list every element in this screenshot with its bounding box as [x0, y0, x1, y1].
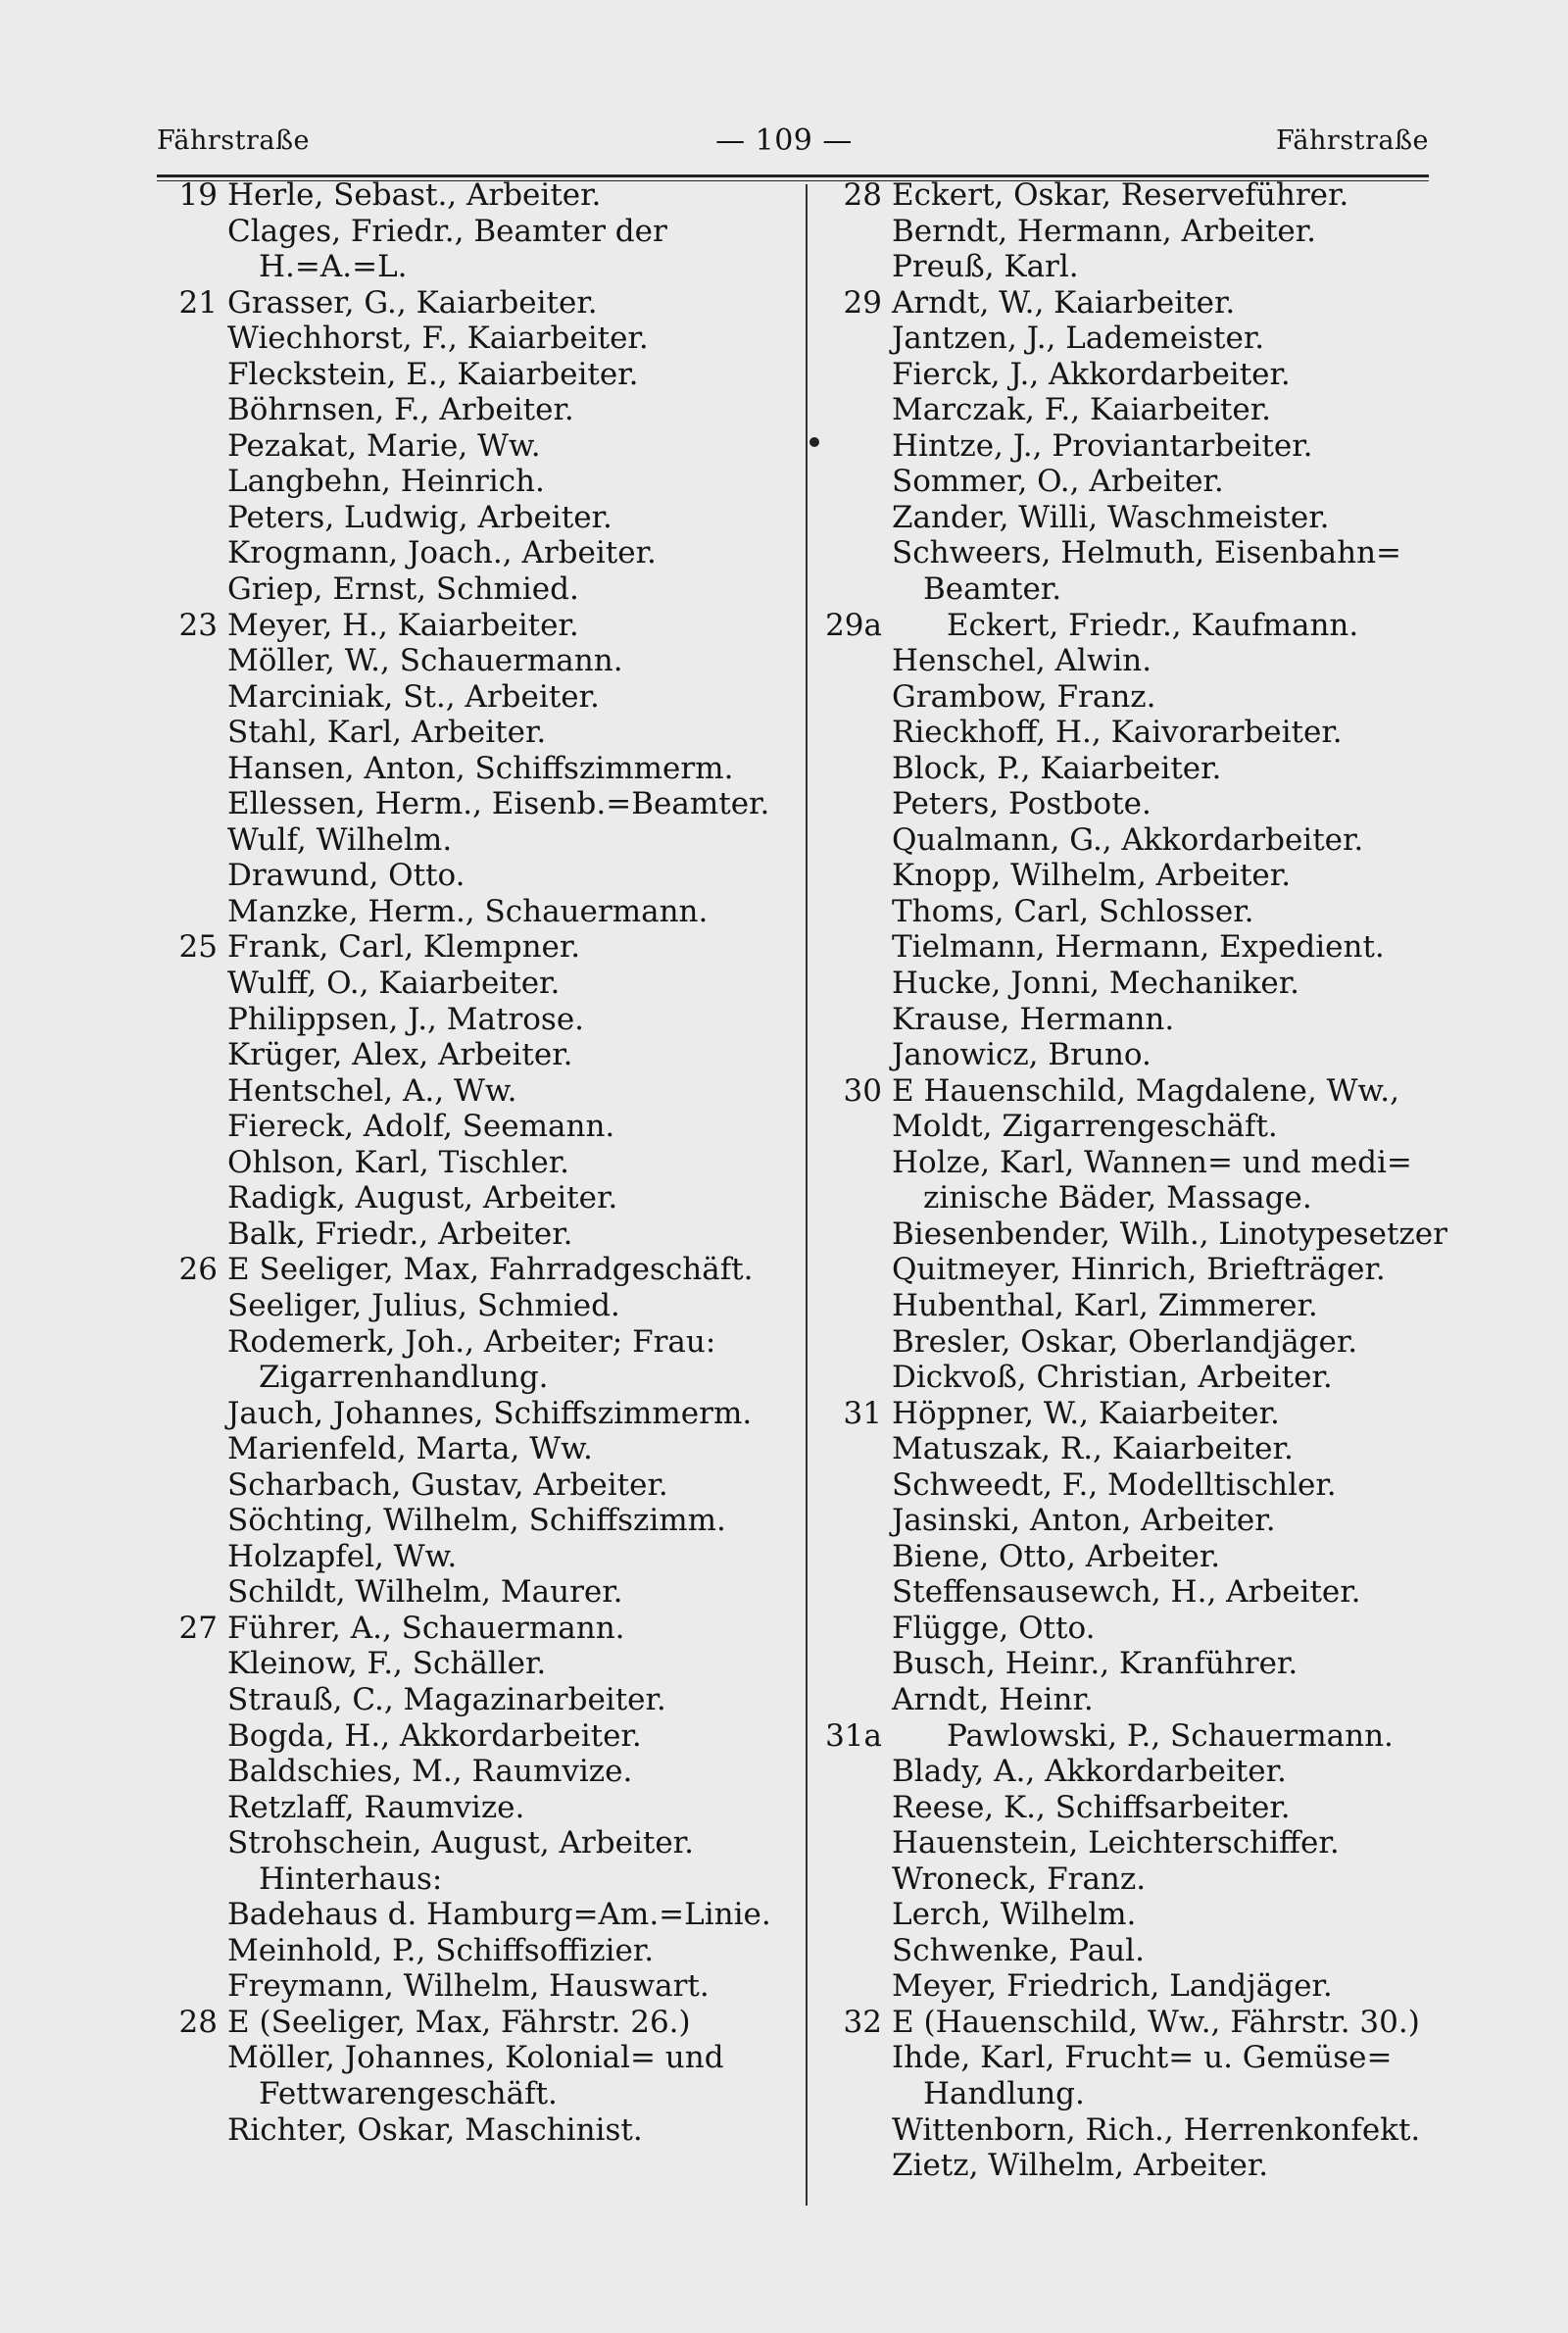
resident-text: Hauenstein, Leichterschiffer.	[892, 1825, 1340, 1861]
directory-entry	[821, 464, 1448, 500]
directory-entry	[821, 1503, 1448, 1539]
directory-entry	[157, 1646, 784, 1682]
resident-text: Grasser, G., Kaiarbeiter.	[227, 284, 598, 321]
resident-text: Meinhold, P., Schiffsoffizier.	[227, 1932, 655, 1968]
resident-text: Strauß, C., Magazinarbeiter.	[227, 1681, 666, 1717]
directory-entry	[821, 1861, 1448, 1898]
resident-text: E (Hauenschild, Ww., Fährstr. 30.)	[892, 2004, 1420, 2040]
resident-text: H.=A.=L.	[259, 249, 408, 285]
resident-text: Henschel, Alwin.	[892, 643, 1152, 679]
page-number: — 109 —	[715, 124, 853, 158]
directory-entry	[821, 1252, 1448, 1288]
directory-entry	[821, 2005, 1448, 2041]
house-number: 29a	[825, 607, 882, 643]
directory-entry	[821, 1467, 1448, 1504]
resident-text: Manzke, Herm., Schauermann.	[227, 893, 709, 929]
directory-entry	[821, 249, 1448, 285]
house-number: 28	[178, 2004, 218, 2040]
resident-text: Marczak, F., Kaiarbeiter.	[892, 392, 1271, 428]
directory-entry	[821, 1180, 1448, 1216]
directory-entry	[157, 1216, 784, 1253]
directory-entry	[821, 1825, 1448, 1861]
directory-entry	[157, 1324, 784, 1361]
directory-entry	[821, 715, 1448, 751]
resident-text: Meyer, Friedrich, Landjäger.	[892, 1968, 1333, 2005]
directory-entry	[157, 1467, 784, 1504]
resident-text: Jasinski, Anton, Arbeiter.	[892, 1503, 1276, 1539]
resident-text: Baldschies, M., Raumvize.	[227, 1754, 633, 1790]
resident-text: Knopp, Wilhelm, Arbeiter.	[892, 858, 1292, 894]
column-divider	[806, 184, 808, 2206]
directory-entry	[821, 1682, 1448, 1718]
directory-entry	[821, 1037, 1448, 1073]
resident-text: Steffensausewch, H., Arbeiter.	[892, 1574, 1361, 1611]
directory-entry	[157, 1180, 784, 1216]
house-number: 31	[843, 1395, 882, 1431]
resident-text: Thoms, Carl, Schlosser.	[892, 893, 1254, 929]
resident-text: Böhrnsen, F., Arbeiter.	[227, 392, 574, 428]
directory-entry	[821, 2112, 1448, 2149]
directory-entry	[157, 1145, 784, 1181]
resident-text: Rieckhoff, H., Kaivorarbeiter.	[892, 715, 1343, 751]
resident-text: Badehaus d. Hamburg=Am.=Linie.	[227, 1897, 771, 1933]
resident-text: Balk, Friedr., Arbeiter.	[227, 1216, 573, 1252]
resident-text: Wiechhorst, F., Kaiarbeiter.	[227, 321, 649, 357]
directory-entry	[157, 1861, 784, 1898]
directory-entry	[157, 357, 784, 393]
resident-text: Drawund, Otto.	[227, 858, 466, 894]
directory-entry	[157, 1396, 784, 1432]
resident-text: Beamter.	[923, 571, 1062, 608]
directory-entry	[821, 571, 1448, 608]
directory-entry	[821, 679, 1448, 716]
resident-text: Jantzen, J., Lademeister.	[892, 321, 1265, 357]
directory-entry	[821, 2148, 1448, 2184]
directory-entry	[157, 1288, 784, 1324]
resident-text: Bresler, Oskar, Oberlandjäger.	[892, 1323, 1358, 1360]
directory-entry	[157, 321, 784, 357]
directory-entry	[821, 608, 1448, 644]
resident-text: Holze, Karl, Wannen= und medi=	[892, 1144, 1412, 1180]
directory-entry	[157, 285, 784, 322]
resident-text: Qualmann, G., Akkordarbeiter.	[892, 821, 1364, 858]
left-column	[157, 177, 784, 2148]
directory-entry	[157, 571, 784, 608]
directory-entry	[821, 500, 1448, 536]
resident-text: Peters, Ludwig, Arbeiter.	[227, 499, 612, 535]
resident-text: Ellessen, Herm., Eisenb.=Beamter.	[227, 786, 770, 822]
resident-text: Arndt, Heinr.	[892, 1681, 1094, 1717]
directory-entry	[157, 1718, 784, 1755]
resident-text: Janowicz, Bruno.	[892, 1037, 1152, 1073]
house-number: 21	[178, 284, 218, 321]
directory-entry	[157, 1002, 784, 1038]
resident-text: Biene, Otto, Arbeiter.	[892, 1538, 1221, 1574]
resident-text: Möller, Johannes, Kolonial= und	[227, 2040, 724, 2076]
directory-entry	[157, 608, 784, 644]
resident-text: Stahl, Karl, Arbeiter.	[227, 715, 547, 751]
resident-text: Retzlaff, Raumvize.	[227, 1789, 525, 1825]
directory-entry	[821, 751, 1448, 787]
resident-text: Kleinow, F., Schäller.	[227, 1646, 547, 1682]
directory-entry	[157, 1539, 784, 1575]
resident-text: Wulf, Wilhelm.	[227, 821, 453, 858]
resident-text: Wittenborn, Rich., Herrenkonfekt.	[892, 2111, 1421, 2148]
resident-text: Matuszak, R., Kaiarbeiter.	[892, 1431, 1294, 1467]
resident-text: Busch, Heinr., Kranführer.	[892, 1646, 1298, 1682]
directory-entry	[821, 858, 1448, 894]
resident-text: Marienfeld, Marta, Ww.	[227, 1431, 593, 1467]
directory-entry	[821, 214, 1448, 250]
directory-entry	[821, 1396, 1448, 1432]
resident-text: Lerch, Wilhelm.	[892, 1897, 1137, 1933]
directory-entry	[821, 1145, 1448, 1181]
resident-text: Grambow, Franz.	[892, 678, 1156, 715]
directory-entry	[821, 2040, 1448, 2076]
directory-entry	[821, 1360, 1448, 1396]
resident-text: Sommer, O., Arbeiter.	[892, 464, 1224, 500]
directory-entry	[157, 464, 784, 500]
resident-text: Bogda, H., Akkordarbeiter.	[227, 1717, 642, 1754]
directory-entry	[157, 1431, 784, 1467]
resident-text: Hinterhaus:	[259, 1861, 443, 1897]
directory-entry	[821, 177, 1448, 214]
directory-entry	[821, 822, 1448, 859]
directory-entry	[157, 858, 784, 894]
directory-entry	[157, 1360, 784, 1396]
directory-entry	[821, 1646, 1448, 1682]
directory-entry	[157, 1790, 784, 1826]
directory-entry	[821, 1002, 1448, 1038]
directory-entry	[821, 1790, 1448, 1826]
resident-text: zinische Bäder, Massage.	[923, 1180, 1312, 1216]
directory-entry	[821, 321, 1448, 357]
house-number: 28	[843, 177, 882, 213]
resident-text: Dickvoß, Christian, Arbeiter.	[892, 1360, 1333, 1396]
resident-text: Pawlowski, P., Schauermann.	[947, 1717, 1394, 1754]
directory-entry	[157, 2005, 784, 2041]
directory-entry	[821, 1539, 1448, 1575]
directory-entry	[821, 1754, 1448, 1790]
resident-text: Meyer, H., Kaiarbeiter.	[227, 607, 579, 643]
resident-text: Block, P., Kaiarbeiter.	[892, 750, 1222, 786]
directory-entry	[157, 428, 784, 465]
house-number: 23	[178, 607, 218, 643]
directory-entry	[157, 1037, 784, 1073]
directory-entry	[157, 1682, 784, 1718]
resident-text: Eckert, Friedr., Kaufmann.	[947, 607, 1359, 643]
resident-text: Herle, Sebast., Arbeiter.	[227, 177, 602, 213]
directory-entry	[157, 751, 784, 787]
directory-entry	[157, 2076, 784, 2112]
house-number: 19	[178, 177, 218, 213]
directory-entry	[821, 1109, 1448, 1145]
directory-entry	[157, 2040, 784, 2076]
resident-text: Krause, Hermann.	[892, 1001, 1175, 1037]
directory-entry	[157, 1073, 784, 1110]
running-head-right: Fährstraße	[1275, 125, 1429, 156]
house-number: 32	[843, 2004, 882, 2040]
directory-entry	[157, 786, 784, 822]
resident-text: Quitmeyer, Hinrich, Briefträger.	[892, 1252, 1386, 1288]
resident-text: Pezakat, Marie, Ww.	[227, 427, 541, 464]
resident-text: Söchting, Wilhelm, Schiffszimm.	[227, 1503, 726, 1539]
house-number: 27	[178, 1610, 218, 1646]
resident-text: Schildt, Wilhelm, Maurer.	[227, 1574, 623, 1611]
directory-entry	[821, 1073, 1448, 1110]
directory-entry	[821, 643, 1448, 679]
directory-entry	[157, 643, 784, 679]
resident-text: Hucke, Jonni, Mechaniker.	[892, 966, 1300, 1002]
directory-entry	[821, 1574, 1448, 1611]
resident-text: E (Seeliger, Max, Fährstr. 26.)	[227, 2004, 691, 2040]
directory-entry	[157, 1611, 784, 1647]
resident-text: Wulff, O., Kaiarbeiter.	[227, 966, 561, 1002]
resident-text: Ihde, Karl, Frucht= u. Gemüse=	[892, 2040, 1393, 2076]
directory-entry	[821, 1431, 1448, 1467]
directory-entry	[821, 1718, 1448, 1755]
directory-entry	[821, 1216, 1448, 1253]
directory-entry	[157, 1825, 784, 1861]
directory-entry	[157, 1754, 784, 1790]
directory-entry	[821, 1288, 1448, 1324]
resident-text: Hubenthal, Karl, Zimmerer.	[892, 1287, 1318, 1323]
directory-entry	[821, 2076, 1448, 2112]
resident-text: Seeliger, Julius, Schmied.	[227, 1287, 620, 1323]
resident-text: Schweers, Helmuth, Eisenbahn=	[892, 535, 1402, 571]
directory-entry	[157, 1933, 784, 1969]
resident-text: Strohschein, August, Arbeiter.	[227, 1825, 694, 1861]
resident-text: Fierck, J., Akkordarbeiter.	[892, 356, 1291, 392]
directory-entry	[157, 679, 784, 716]
directory-entry	[157, 1897, 784, 1933]
directory-entry	[157, 535, 784, 571]
resident-text: Preuß, Karl.	[892, 249, 1079, 285]
directory-entry	[157, 392, 784, 428]
directory-entry	[821, 929, 1448, 966]
resident-text: Hintze, J., Proviantarbeiter.	[892, 427, 1313, 464]
house-number: 25	[178, 929, 218, 966]
directory-entry	[157, 500, 784, 536]
resident-text: Rodemerk, Joh., Arbeiter; Frau:	[227, 1323, 716, 1360]
resident-text: Krüger, Alex, Arbeiter.	[227, 1037, 573, 1073]
resident-text: Berndt, Hermann, Arbeiter.	[892, 213, 1317, 249]
resident-text: Jauch, Johannes, Schiffszimmerm.	[227, 1395, 753, 1431]
directory-entry	[157, 929, 784, 966]
resident-text: Hansen, Anton, Schiffszimmerm.	[227, 750, 734, 786]
resident-text: Clages, Friedr., Beamter der	[227, 213, 667, 249]
directory-entry	[821, 966, 1448, 1002]
directory-entry	[821, 285, 1448, 322]
directory-entry	[157, 1109, 784, 1145]
resident-text: Scharbach, Gustav, Arbeiter.	[227, 1466, 668, 1503]
resident-text: Fettwarengeschäft.	[259, 2075, 558, 2111]
resident-text: E Hauenschild, Magdalene, Ww.,	[892, 1072, 1399, 1109]
resident-text: Handlung.	[923, 2075, 1085, 2111]
directory-entry	[157, 894, 784, 930]
resident-text: Fiereck, Adolf, Seemann.	[227, 1109, 615, 1145]
directory-entry	[821, 1933, 1448, 1969]
house-number: 26	[178, 1252, 218, 1288]
resident-text: Schwenke, Paul.	[892, 1932, 1145, 1968]
print-speck	[809, 437, 819, 447]
resident-text: Fleckstein, E., Kaiarbeiter.	[227, 356, 639, 392]
resident-text: Ohlson, Karl, Tischler.	[227, 1144, 569, 1180]
directory-entry	[157, 249, 784, 285]
resident-text: Höppner, W., Kaiarbeiter.	[892, 1395, 1280, 1431]
resident-text: Flügge, Otto.	[892, 1610, 1096, 1646]
directory-entry	[821, 786, 1448, 822]
directory-entry	[157, 966, 784, 1002]
directory-entry	[157, 214, 784, 250]
directory-entry	[821, 894, 1448, 930]
resident-text: Führer, A., Schauermann.	[227, 1610, 625, 1646]
directory-entry	[157, 1252, 784, 1288]
resident-text: Möller, W., Schauermann.	[227, 643, 623, 679]
house-number: 31a	[825, 1717, 882, 1754]
resident-text: Zigarrenhandlung.	[259, 1360, 549, 1396]
resident-text: Griep, Ernst, Schmied.	[227, 571, 579, 608]
resident-text: Peters, Postbote.	[892, 786, 1152, 822]
resident-text: Radigk, August, Arbeiter.	[227, 1180, 618, 1216]
running-head-left: Fährstraße	[157, 125, 311, 156]
directory-entry	[157, 1574, 784, 1611]
house-number: 29	[843, 284, 882, 321]
resident-text: Holzapfel, Ww.	[227, 1538, 458, 1574]
directory-entry	[821, 428, 1448, 465]
directory-entry	[821, 1968, 1448, 2005]
directory-entry	[157, 715, 784, 751]
resident-text: Hentschel, A., Ww.	[227, 1072, 517, 1109]
resident-text: Zander, Willi, Waschmeister.	[892, 499, 1330, 535]
directory-entry	[157, 1503, 784, 1539]
resident-text: Freymann, Wilhelm, Hauswart.	[227, 1968, 710, 2005]
resident-text: Richter, Oskar, Maschinist.	[227, 2111, 643, 2148]
resident-text: Zietz, Wilhelm, Arbeiter.	[892, 2148, 1269, 2184]
directory-entry	[157, 177, 784, 214]
resident-text: Philippsen, J., Matrose.	[227, 1001, 585, 1037]
directory-entry	[821, 1897, 1448, 1933]
resident-text: E Seeliger, Max, Fahrradgeschäft.	[227, 1252, 754, 1288]
directory-entry	[821, 357, 1448, 393]
directory-entry	[157, 2112, 784, 2149]
resident-text: Schweedt, F., Modelltischler.	[892, 1466, 1337, 1503]
resident-text: Krogmann, Joach., Arbeiter.	[227, 535, 657, 571]
resident-text: Marciniak, St., Arbeiter.	[227, 678, 600, 715]
resident-text: Blady, A., Akkordarbeiter.	[892, 1754, 1287, 1790]
directory-entry	[821, 1324, 1448, 1361]
directory-entry	[157, 822, 784, 859]
resident-text: Moldt, Zigarrengeschäft.	[892, 1109, 1278, 1145]
resident-text: Biesenbender, Wilh., Linotypesetzer	[892, 1216, 1447, 1252]
resident-text: Reese, K., Schiffsarbeiter.	[892, 1789, 1291, 1825]
directory-entry	[157, 1968, 784, 2005]
resident-text: Arndt, W., Kaiarbeiter.	[892, 284, 1236, 321]
house-number: 30	[843, 1072, 882, 1109]
resident-text: Eckert, Oskar, Reserveführer.	[892, 177, 1349, 213]
resident-text: Wroneck, Franz.	[892, 1861, 1147, 1897]
directory-entry	[821, 392, 1448, 428]
directory-entry	[821, 1611, 1448, 1647]
directory-entry	[821, 535, 1448, 571]
resident-text: Frank, Carl, Klempner.	[227, 929, 581, 966]
resident-text: Langbehn, Heinrich.	[227, 464, 545, 500]
right-column	[821, 177, 1448, 2184]
resident-text: Tielmann, Hermann, Expedient.	[892, 929, 1385, 966]
